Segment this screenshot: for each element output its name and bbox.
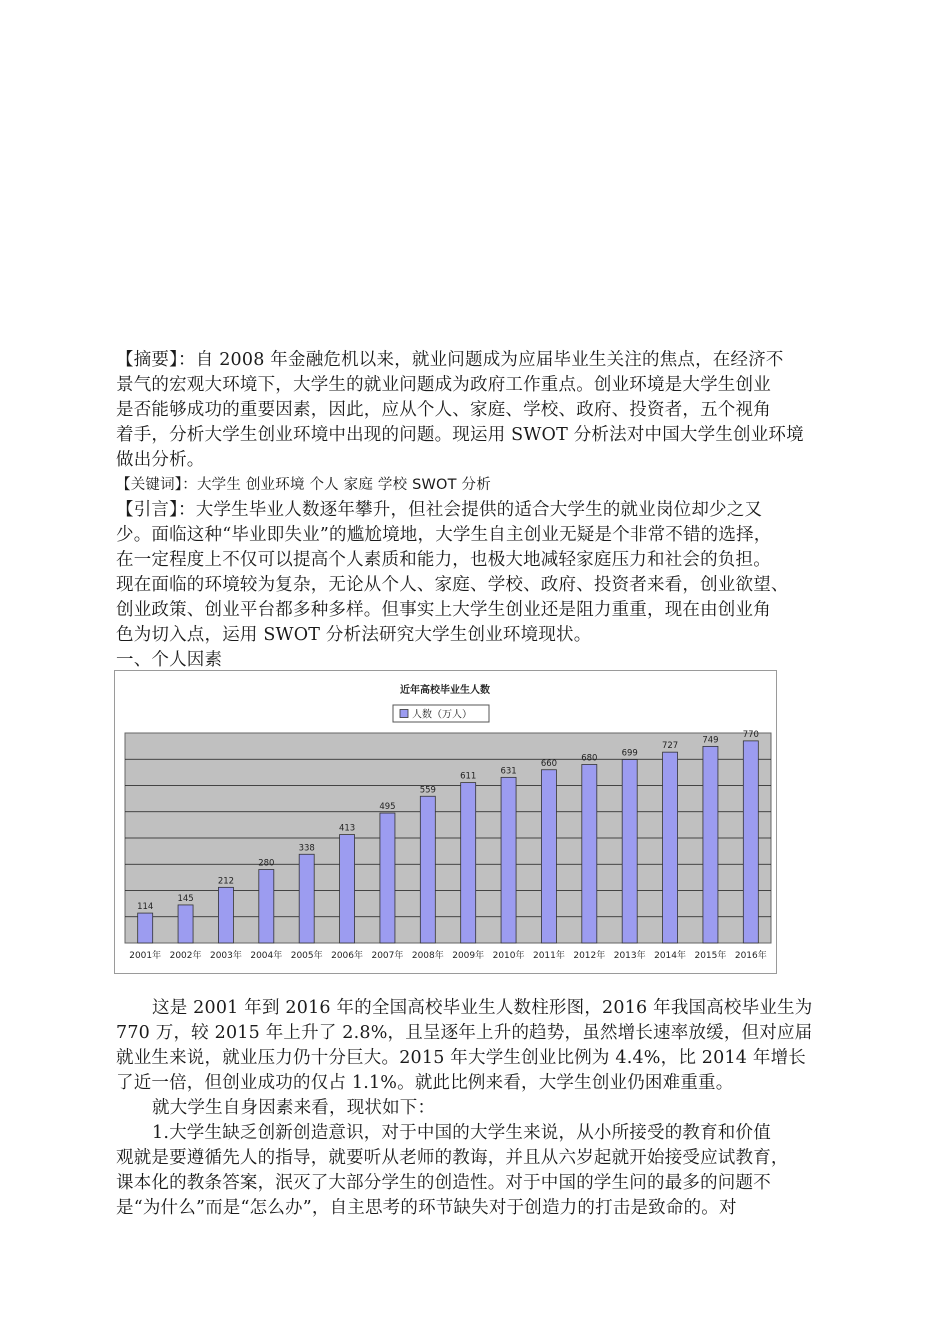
x-tick-label: 2016年 — [734, 951, 767, 961]
intro-line: 少。面临这种“毕业即失业”的尴尬境地，大学生自主创业无疑是个非常不错的选择， — [116, 525, 772, 545]
bar-2004年 — [259, 870, 274, 944]
intro-line: 色为切入点，运用 SWOT 分析法研究大学生创业环境现状。 — [116, 625, 592, 645]
bar-value-label: 770 — [742, 729, 759, 740]
x-tick-label: 2015年 — [694, 951, 727, 961]
x-tick-label: 2006年 — [331, 951, 364, 961]
bar-value-label: 495 — [379, 802, 396, 813]
bar-value-label: 413 — [338, 823, 356, 834]
chart-title: 近年高校毕业生人数 — [400, 685, 490, 696]
body-line: 课本化的教条答案，泯灭了大部分学生的创造性。对于中国的学生问的最多的问题不 — [116, 1173, 771, 1193]
body-line: 1.大学生缺乏创新创造意识，对于中国的大学生来说，从小所接受的教育和价值 — [152, 1123, 771, 1143]
x-tick-label: 2005年 — [290, 951, 323, 961]
bar-2003年 — [218, 887, 233, 943]
bar-2012年 — [582, 765, 597, 944]
x-tick-label: 2001年 — [129, 951, 162, 961]
body-paragraph-1 — [116, 996, 856, 1096]
graduates-bar-chart — [114, 670, 777, 974]
bar-value-label: 749 — [702, 735, 719, 746]
intro-line: 【引言】：大学生毕业人数逐年攀升，但社会提供的适合大学生的就业岗位却少之又 — [116, 500, 763, 520]
bar-value-label: 727 — [661, 741, 679, 752]
x-tick-label: 2002年 — [169, 951, 202, 961]
bar-2008年 — [420, 796, 435, 943]
body-line: 是“为什么”而是“怎么办”，自主思考的环节缺失对于创造力的打击是致命的。对 — [116, 1198, 737, 1218]
bar-value-label: 114 — [137, 902, 154, 913]
x-tick-label: 2010年 — [492, 951, 525, 961]
body-line: 了近一倍，但创业成功的仅占 1.1%。就此比例来看，大学生创业仍困难重重。 — [116, 1073, 734, 1093]
bar-2006年 — [340, 835, 355, 943]
body-line: 这是 2001 年到 2016 年的全国高校毕业生人数柱形图，2016 年我国高校毕业生为 — [152, 998, 813, 1018]
bar-value-label: 631 — [500, 766, 517, 777]
bar-2009年 — [461, 783, 476, 943]
intro-line: 现在面临的环境较为复杂，无论从个人、家庭、学校、政府、投资者来看，创业欲望、 — [116, 575, 789, 595]
x-tick-label: 2004年 — [250, 951, 283, 961]
abstract-line: 做出分析。 — [116, 450, 205, 470]
body-line: 观就是要遵循先人的指导，就要听从老师的教诲，并且从六岁起就开始接受应试教育， — [116, 1148, 789, 1168]
abstract-line: 【摘要】：自 2008 年金融危机以来，就业问题成为应届毕业生关注的焦点，在经济不 — [116, 350, 784, 370]
keywords-line: 【关键词】：大学生 创业环境 个人 家庭 学校 SWOT 分析 — [116, 477, 491, 493]
bar-value-label: 699 — [621, 748, 638, 759]
chart-svg — [115, 671, 776, 973]
bar-2014年 — [663, 752, 678, 943]
body-line: 770 万，较 2015 年上升了 2.8%，且呈逐年上升的趋势，虽然增长速率放缓，但对应届 — [116, 1023, 813, 1043]
bar-2005年 — [299, 854, 314, 943]
bar-value-label: 280 — [258, 858, 275, 869]
x-tick-label: 2008年 — [411, 951, 444, 961]
bar-2002年 — [178, 905, 193, 943]
x-tick-label: 2003年 — [209, 951, 242, 961]
body-paragraph-3 — [116, 1121, 856, 1221]
abstract-line: 景气的宏观大环境下，大学生的就业问题成为政府工作重点。创业环境是大学生创业 — [116, 375, 771, 395]
abstract-line: 是否能够成功的重要因素，因此，应从个人、家庭、学校、政府、投资者，五个视角 — [116, 400, 771, 420]
body-line: 就大学生自身因素来看，现状如下： — [152, 1098, 436, 1118]
body-line: 就业生来说，就业压力仍十分巨大。2015 年大学生创业比例为 4.4%，比 2014 年增长 — [116, 1048, 806, 1068]
intro-line: 创业政策、创业平台都多种多样。但事实上大学生创业还是阻力重重，现在由创业角 — [116, 600, 771, 620]
x-tick-label: 2012年 — [573, 951, 606, 961]
bar-value-label: 559 — [419, 785, 436, 796]
bar-2015年 — [703, 746, 718, 943]
bar-2010年 — [501, 777, 516, 943]
bar-2007年 — [380, 813, 395, 943]
section-heading: 一、个人因素 — [116, 650, 223, 670]
bar-value-label: 660 — [540, 758, 558, 769]
bar-value-label: 145 — [177, 893, 194, 904]
body-paragraph-2 — [116, 1096, 856, 1121]
abstract-line: 着手，分析大学生创业环境中出现的问题。现运用 SWOT 分析法对中国大学生创业环境 — [116, 425, 804, 445]
bar-2011年 — [541, 770, 556, 943]
x-tick-label: 2009年 — [452, 951, 485, 961]
legend-swatch — [400, 710, 408, 718]
intro-line: 在一定程度上不仅可以提高个人素质和能力，也极大地减轻家庭压力和社会的负担。 — [116, 550, 771, 570]
abstract-paragraph — [116, 348, 856, 498]
x-tick-label: 2007年 — [371, 951, 404, 961]
bar-2013年 — [622, 760, 637, 943]
legend-label: 人数（万人） — [412, 709, 472, 721]
bar-value-label: 680 — [581, 753, 598, 764]
bar-2016年 — [743, 741, 758, 943]
bar-value-label: 338 — [298, 843, 315, 854]
bar-2001年 — [138, 913, 153, 943]
x-tick-label: 2014年 — [654, 951, 687, 961]
chart-legend — [393, 705, 489, 722]
bar-value-label: 611 — [460, 771, 477, 782]
intro-paragraph — [116, 498, 856, 673]
x-tick-label: 2013年 — [613, 951, 646, 961]
bar-value-label: 212 — [217, 876, 235, 887]
x-tick-label: 2011年 — [532, 951, 565, 961]
